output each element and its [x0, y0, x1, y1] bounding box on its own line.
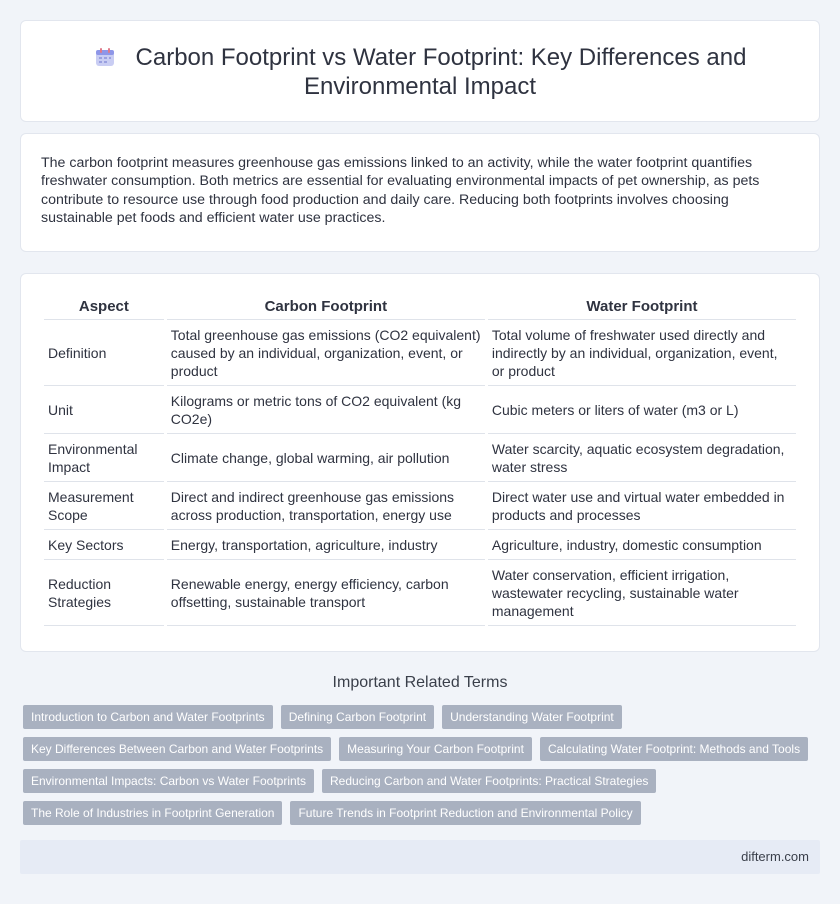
row-aspect: Environmental Impact	[44, 434, 164, 482]
related-terms-list	[23, 705, 823, 833]
related-term-link[interactable]: Environmental Impacts: Carbon vs Water Footprints	[23, 769, 314, 793]
row-aspect: Definition	[44, 320, 164, 386]
related-term-link[interactable]: Calculating Water Footprint: Methods and Tools	[540, 737, 808, 761]
related-term-link[interactable]: Introduction to Carbon and Water Footprints	[23, 705, 273, 729]
related-term-link[interactable]: Understanding Water Footprint	[442, 705, 622, 729]
page-title-wrap	[21, 43, 819, 101]
row-carbon-value: Energy, transportation, agriculture, industry	[167, 530, 485, 560]
footer-site-link[interactable]: difterm.com	[741, 849, 809, 864]
related-terms-heading: Important Related Terms	[332, 674, 508, 691]
table-header-row	[44, 296, 796, 320]
related-term-link[interactable]: Key Differences Between Carbon and Water Footprints	[23, 737, 331, 761]
row-carbon-value: Renewable energy, energy efficiency, carbon offsetting, sustainable transport	[167, 560, 485, 626]
comparison-table-card	[20, 273, 820, 652]
tag-row	[23, 801, 823, 825]
row-aspect: Reduction Strategies	[44, 560, 164, 626]
row-water-value: Water conservation, efficient irrigation, wastewater recycling, sustainable water management	[488, 560, 796, 626]
tag-row	[23, 769, 823, 793]
table-row	[44, 386, 796, 434]
related-term-link[interactable]: Reducing Carbon and Water Footprints: Practical Strategies	[322, 769, 656, 793]
row-water-value: Total volume of freshwater used directly and indirectly by an individual, organization, event, or product	[488, 320, 796, 386]
footer-bar	[20, 840, 820, 874]
calendar-icon	[94, 46, 116, 68]
row-carbon-value: Kilograms or metric tons of CO2 equivalent (kg CO2e)	[167, 386, 485, 434]
row-aspect: Measurement Scope	[44, 482, 164, 530]
intro-paragraph: The carbon footprint measures greenhouse gas emissions linked to an activity, while the water footprint quantifies freshwater consumption. Both metrics are essential for evaluating environmental impacts of pet ownership, as pets contribute to resource use through food production and daily care. Reducing both footprints involves choosing sustainable pet foods and efficient water use practices.	[41, 155, 760, 227]
header-carbon-footprint: Carbon Footprint	[167, 296, 485, 320]
header-water-footprint: Water Footprint	[488, 296, 796, 320]
row-water-value: Agriculture, industry, domestic consumption	[488, 530, 796, 560]
row-aspect: Key Sectors	[44, 530, 164, 560]
comparison-table	[41, 296, 799, 626]
table-row	[44, 530, 796, 560]
page-title: Carbon Footprint vs Water Footprint: Key Differences and Environmental Impact	[135, 44, 747, 100]
table-row	[44, 320, 796, 386]
header-aspect: Aspect	[44, 296, 164, 320]
intro-card	[20, 133, 820, 252]
related-term-link[interactable]: The Role of Industries in Footprint Generation	[23, 801, 282, 825]
related-term-link[interactable]: Defining Carbon Footprint	[281, 705, 434, 729]
related-term-link[interactable]: Measuring Your Carbon Footprint	[339, 737, 532, 761]
row-carbon-value: Total greenhouse gas emissions (CO2 equivalent) caused by an individual, organization, event, or product	[167, 320, 485, 386]
row-carbon-value: Direct and indirect greenhouse gas emissions across production, transportation, energy use	[167, 482, 485, 530]
row-water-value: Direct water use and virtual water embedded in products and processes	[488, 482, 796, 530]
row-water-value: Cubic meters or liters of water (m3 or L)	[488, 386, 796, 434]
related-term-link[interactable]: Future Trends in Footprint Reduction and Environmental Policy	[290, 801, 640, 825]
table-row	[44, 434, 796, 482]
row-aspect: Unit	[44, 386, 164, 434]
table-row	[44, 560, 796, 626]
table-row	[44, 482, 796, 530]
tag-row	[23, 737, 823, 761]
tag-row	[23, 705, 823, 729]
row-water-value: Water scarcity, aquatic ecosystem degradation, water stress	[488, 434, 796, 482]
row-carbon-value: Climate change, global warming, air pollution	[167, 434, 485, 482]
header-card	[20, 20, 820, 122]
